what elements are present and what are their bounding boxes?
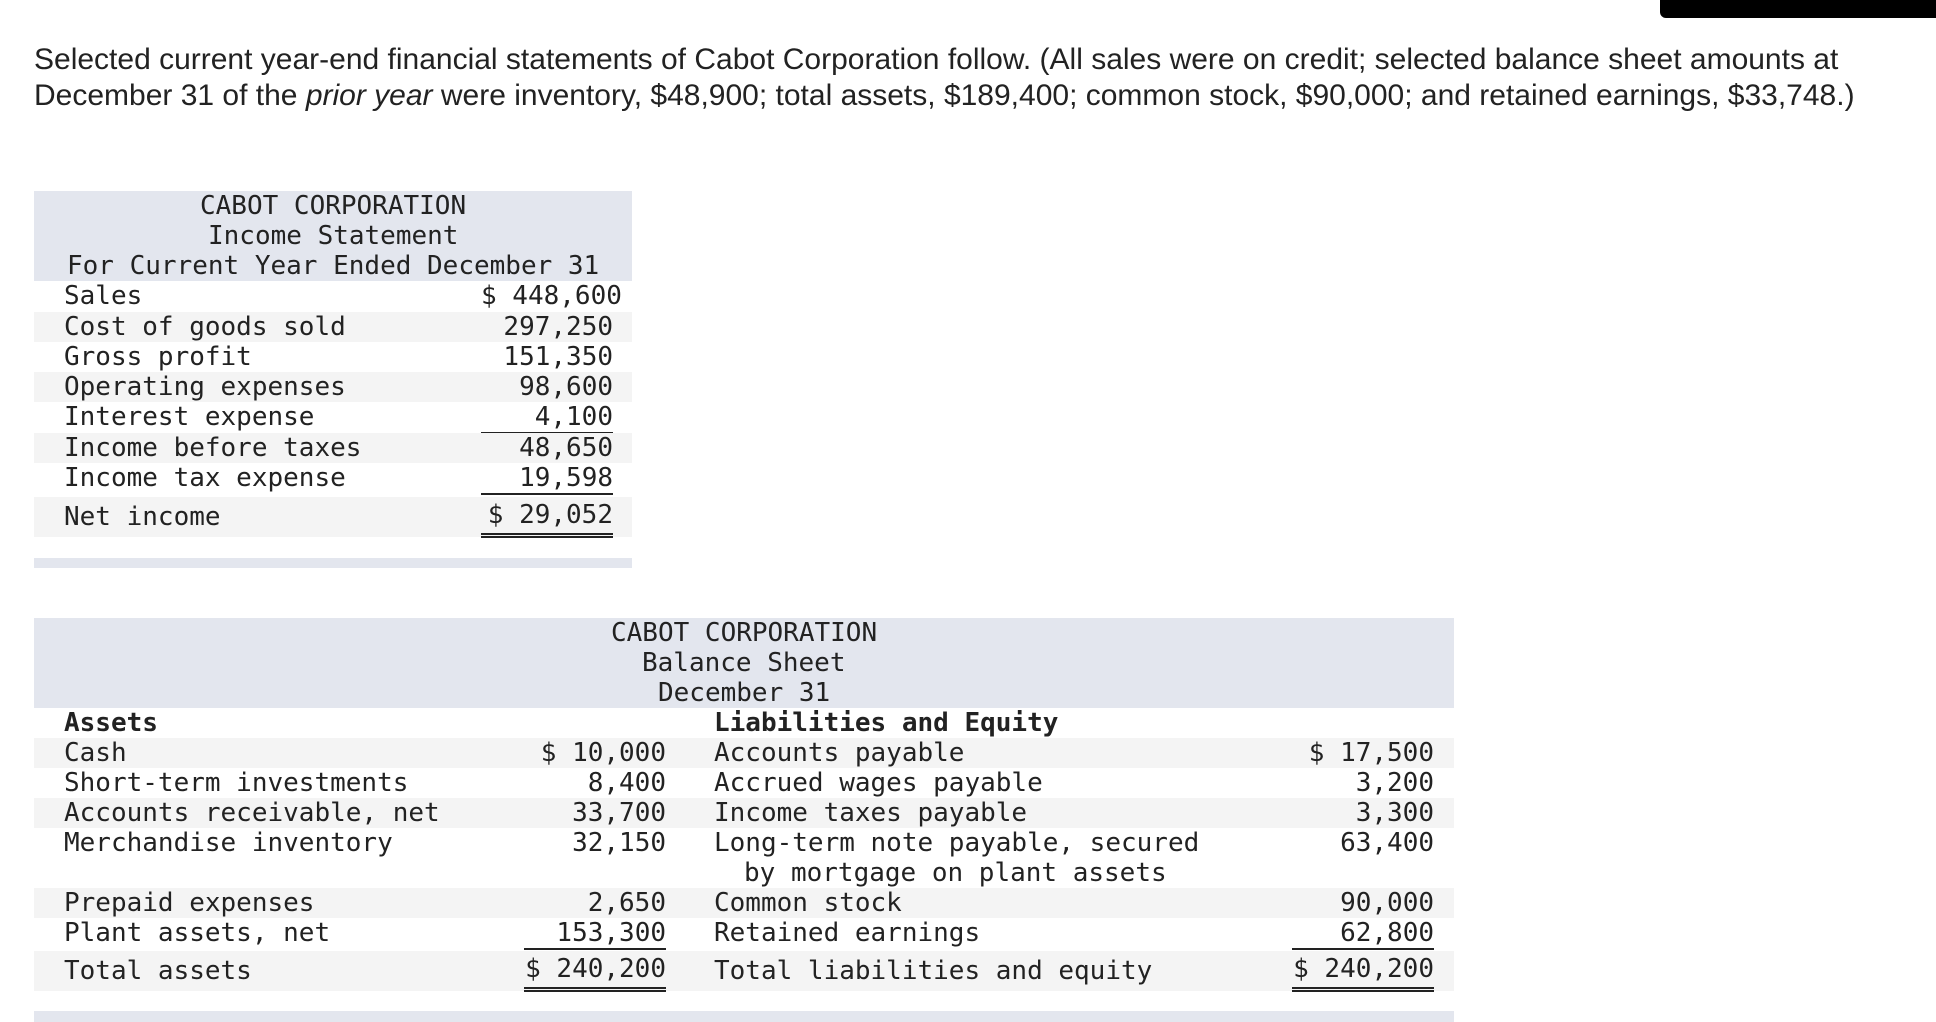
table-row — [34, 372, 632, 402]
table-row — [34, 342, 632, 372]
liability-amount: 90,000 — [1340, 888, 1434, 918]
asset-amount: 8,400 — [587, 768, 666, 798]
balance-sheet-header — [34, 618, 1454, 708]
table-row — [34, 828, 1454, 888]
statement-title: Balance Sheet — [642, 648, 846, 678]
row-label: Income before taxes — [64, 433, 362, 463]
liability-amount: 63,400 — [1340, 828, 1434, 858]
asset-total-label: Total assets — [64, 956, 252, 986]
asset-amount: 32,150 — [572, 828, 666, 858]
asset-label: Merchandise inventory — [64, 828, 393, 858]
row-amount: 98,600 — [519, 372, 613, 402]
liability-total-label: Total liabilities and equity — [714, 956, 1153, 986]
table-row — [34, 738, 1454, 768]
liability-label: Income taxes payable — [714, 798, 1028, 828]
table-row — [34, 463, 632, 493]
row-label: Cost of goods sold — [64, 312, 346, 342]
statement-date: December 31 — [658, 678, 831, 708]
assets-heading: Assets — [64, 708, 158, 738]
table-row — [34, 918, 1454, 948]
liability-amount: 3,300 — [1355, 798, 1434, 828]
company-name: CABOT CORPORATION — [611, 618, 878, 648]
liability-total-amount: $ 240,200 — [1292, 951, 1434, 992]
asset-total-amount: $ 240,200 — [524, 951, 666, 992]
asset-amount: $ 10,000 — [540, 738, 666, 768]
asset-amount: 153,300 — [524, 918, 666, 950]
row-amount: 19,598 — [481, 463, 613, 495]
intro-text: Selected current year-end financial statements of Cabot Corporation follow. (All sales were on credit; selected balance sheet amounts at December 31 of the — [34, 43, 1839, 112]
row-amount: $ 29,052 — [481, 497, 613, 538]
table-row — [34, 312, 632, 342]
table-row — [34, 951, 1454, 991]
liability-label: Accounts payable — [714, 738, 965, 768]
table-row — [34, 768, 1454, 798]
liability-amount: 3,200 — [1355, 768, 1434, 798]
row-amount: 48,650 — [519, 433, 613, 463]
balance-sheet-table — [34, 618, 1454, 1022]
liability-label: Common stock — [714, 888, 902, 918]
statement-title: Income Statement — [208, 221, 459, 251]
row-label: Operating expenses — [64, 372, 346, 402]
liabilities-heading: Liabilities and Equity — [714, 708, 1059, 738]
row-label: Income tax expense — [64, 463, 346, 493]
liability-amount: 62,800 — [1292, 918, 1434, 950]
liability-label: Accrued wages payable — [714, 768, 1043, 798]
table-row — [34, 888, 1454, 918]
liability-label-continued: by mortgage on plant assets — [744, 858, 1167, 888]
row-label: Net income — [64, 502, 221, 532]
asset-amount: 2,650 — [587, 888, 666, 918]
table-bottom-bar — [34, 558, 632, 568]
intro-italic-text: prior year — [305, 79, 433, 112]
asset-label: Short-term investments — [64, 768, 409, 798]
table-row — [34, 798, 1454, 828]
statement-period: For Current Year Ended December 31 — [67, 251, 600, 281]
top-toolbar-button[interactable] — [1660, 0, 1936, 18]
row-label: Sales — [64, 281, 143, 311]
table-row — [34, 433, 632, 463]
row-amount: 4,100 — [481, 402, 613, 434]
intro-text-end: were inventory, $48,900; total assets, $189,400; common stock, $90,000; and retained earnings, $33,748.) — [432, 79, 1855, 112]
asset-amount: 33,700 — [572, 798, 666, 828]
table-row — [34, 708, 1454, 738]
asset-label: Plant assets, net — [64, 918, 331, 948]
income-statement-table — [34, 191, 632, 568]
row-amount: 151,350 — [503, 342, 613, 372]
table-row — [34, 497, 632, 537]
liability-label: Long-term note payable, secured — [714, 828, 1200, 858]
row-label: Interest expense — [64, 402, 315, 432]
asset-label: Prepaid expenses — [64, 888, 315, 918]
income-statement-header — [34, 191, 632, 281]
asset-label: Cash — [64, 738, 127, 768]
liability-amount: $ 17,500 — [1308, 738, 1434, 768]
problem-intro — [34, 42, 1904, 114]
row-label: Gross profit — [64, 342, 252, 372]
table-row — [34, 281, 632, 311]
company-name: CABOT CORPORATION — [200, 191, 467, 221]
row-amount: $ 448,600 — [481, 281, 622, 311]
table-bottom-bar — [34, 1011, 1454, 1022]
row-amount: 297,250 — [481, 312, 613, 344]
liability-label: Retained earnings — [714, 918, 981, 948]
table-row — [34, 402, 632, 432]
asset-label: Accounts receivable, net — [64, 798, 440, 828]
